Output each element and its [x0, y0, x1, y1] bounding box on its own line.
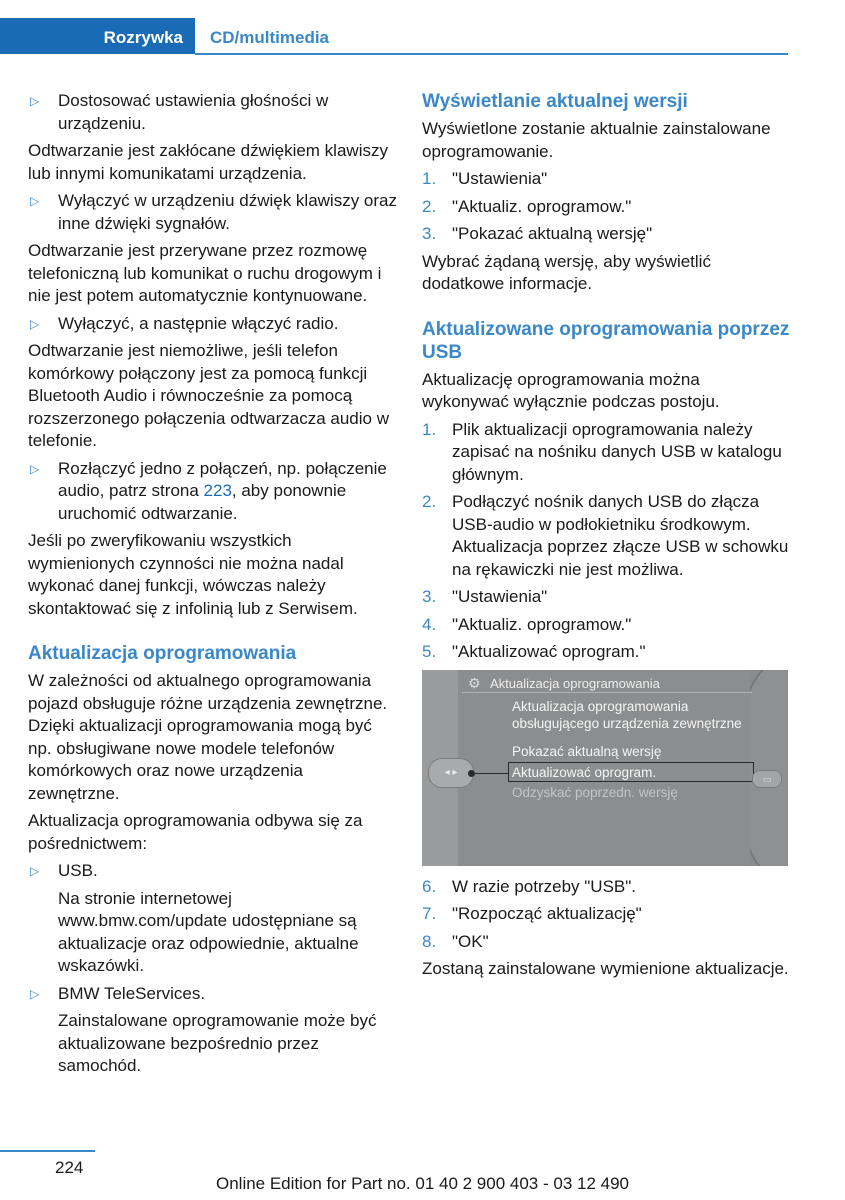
triangle-bullet-icon: ▷	[30, 986, 40, 1001]
triangle-bullet-icon: ▷	[30, 864, 40, 878]
paragraph: Aktualizacja oprogramowania odbywa się za pośrednictwem:	[28, 811, 363, 853]
indented-text: Na stronie internetowej www.bmw.com/update udostępniane są aktualizacje oraz odpowiednie, aktualne wskazówki.	[58, 888, 359, 975]
step-item: 8. "OK"	[422, 931, 489, 951]
screen-info-line: Aktualizacja oprogramowania	[512, 698, 689, 714]
step-item: 5. "Aktualizować oprogram."	[422, 642, 646, 661]
triangle-bullet-icon: ▷	[30, 194, 40, 208]
paragraph: Odtwarzanie jest niemożliwe, jeśli telefon komórkowy połączony jest za pomocą funkcji Bluetooth Audio i równocześnie za pomocą rozszerzonego połączenia odtwarzacza audio w telefonie.	[28, 341, 389, 450]
bullet-item: ▷ Rozłączyć jedno z połączeń, np. połączenie audio, patrz strona 223, aby ponownie uruchomić odtwarzanie.	[30, 458, 387, 523]
paragraph: Jeśli po zweryfikowaniu wszystkich wymienionych czynności nie można nadal wykonać danej funkcji, wówczas należy skontaktować się z infolinią lub z Serwisem.	[28, 531, 358, 618]
right-column	[422, 90, 790, 986]
paragraph: Odtwarzanie jest zakłócane dźwiękiem klawiszy lub innymi komunikatami urządzenia.	[28, 141, 388, 183]
edition-note: Online Edition for Part no. 01 40 2 900 403 - 03 12 490	[215, 1174, 629, 1193]
bullet-item: ▷ BMW TeleServices.	[28, 983, 398, 1006]
page-link[interactable]: 223	[203, 481, 232, 500]
controller-knob-icon: ◂ ▸	[428, 758, 474, 788]
paragraph: Wybrać żądaną wersję, aby wyświetlić dodatkowe informacje.	[422, 251, 711, 293]
step-item: 2. Podłączyć nośnik danych USB do złącza USB-audio w podłokietniku środkowym. Aktualizacja poprzez złącze USB w schowku na rękawiczki nie jest możliwa.	[422, 492, 789, 579]
paragraph: Wyświetlone zostanie aktualnie zainstalowane oprogramowanie.	[422, 119, 771, 161]
page-number: 224	[55, 1158, 84, 1177]
pointer-line	[472, 773, 508, 775]
menu-option-restore[interactable]: Odzyskać poprzedn. wersję	[512, 784, 678, 800]
chapter-tab: Rozrywka	[0, 18, 195, 54]
footer-rule	[0, 1150, 95, 1152]
heading-software-update: Aktualizacja oprogramowania	[28, 643, 297, 664]
triangle-bullet-icon: ▷	[30, 94, 40, 108]
step-item: 4. "Aktualiz. oprogramow."	[422, 614, 632, 634]
step-item: 7. "Rozpocząć aktualizację"	[422, 904, 642, 923]
menu-option-show-version[interactable]: Pokazać aktualną wersję	[512, 743, 662, 759]
triangle-bullet-icon: ▷	[30, 316, 40, 331]
step-item: 1. "Ustawienia"	[422, 169, 548, 188]
bullet-item: ▷ Dostosować ustawienia głośności w urządzeniu.	[30, 91, 329, 133]
step-item: 3. "Pokazać aktualną wersję"	[422, 224, 653, 243]
screen-title: Aktualizacja oprogramowania	[490, 675, 660, 691]
idrive-screen-image	[422, 670, 788, 866]
step-item: 1. Plik aktualizacji oprogramowania należy zapisać na nośniku danych USB w katalogu głównym.	[422, 419, 782, 484]
screen-info-line: obsługującego urządzenia zewnętrzne	[512, 715, 742, 731]
paragraph: Zostaną zainstalowane wymienione aktualizacje.	[422, 959, 789, 978]
paragraph: W zależności od aktualnego oprogramowania pojazd obsługuje różne urządzenia zewnętrzne. Dzięki aktualizacji oprogramowania mogą być np. obsługiwane nowe modele telefonów komórkowych oraz nowe urządzenia zewnętrzne.	[28, 671, 388, 803]
heading-usb-update: Aktualizowane oprogramowania poprzez USB	[422, 318, 790, 363]
pointer-dot	[468, 770, 475, 777]
header-rule	[195, 53, 788, 55]
paragraph: Odtwarzanie jest przerywane przez rozmowę telefoniczną lub komunikat o ruchu drogowym i nie jest potem automatycznie kontynuowane.	[28, 241, 382, 305]
left-column	[28, 90, 398, 1083]
heading-current-version: Wyświetlanie aktualnej wersji	[422, 91, 688, 112]
bullet-item: ▷ Wyłączyć, a następnie włączyć radio.	[28, 313, 398, 336]
settings-gear-icon: ⚙	[468, 674, 481, 691]
step-item: 6. W razie potrzeby "USB".	[422, 876, 637, 896]
paragraph: Aktualizację oprogramowania można wykonywać wyłącznie podczas postoju.	[422, 369, 720, 411]
option-button-icon: ▭	[752, 770, 782, 788]
bullet-item: ▷ Wyłączyć w urządzeniu dźwięk klawiszy oraz inne dźwięki sygnałów.	[30, 191, 398, 233]
triangle-bullet-icon: ▷	[30, 461, 40, 476]
step-item: 2. "Aktualiz. oprogramow."	[422, 196, 632, 216]
bullet-item: ▷ USB.	[28, 860, 398, 883]
indented-text: Zainstalowane oprogramowanie może być aktualizowane bezpośrednio przez samochód.	[58, 1011, 377, 1075]
divider	[462, 692, 752, 693]
section-title: CD/multimedia	[210, 28, 330, 47]
step-item: 3. "Ustawienia"	[422, 587, 548, 606]
menu-option-update[interactable]: Aktualizować oprogram.	[512, 764, 657, 780]
selection-frame	[508, 762, 754, 782]
